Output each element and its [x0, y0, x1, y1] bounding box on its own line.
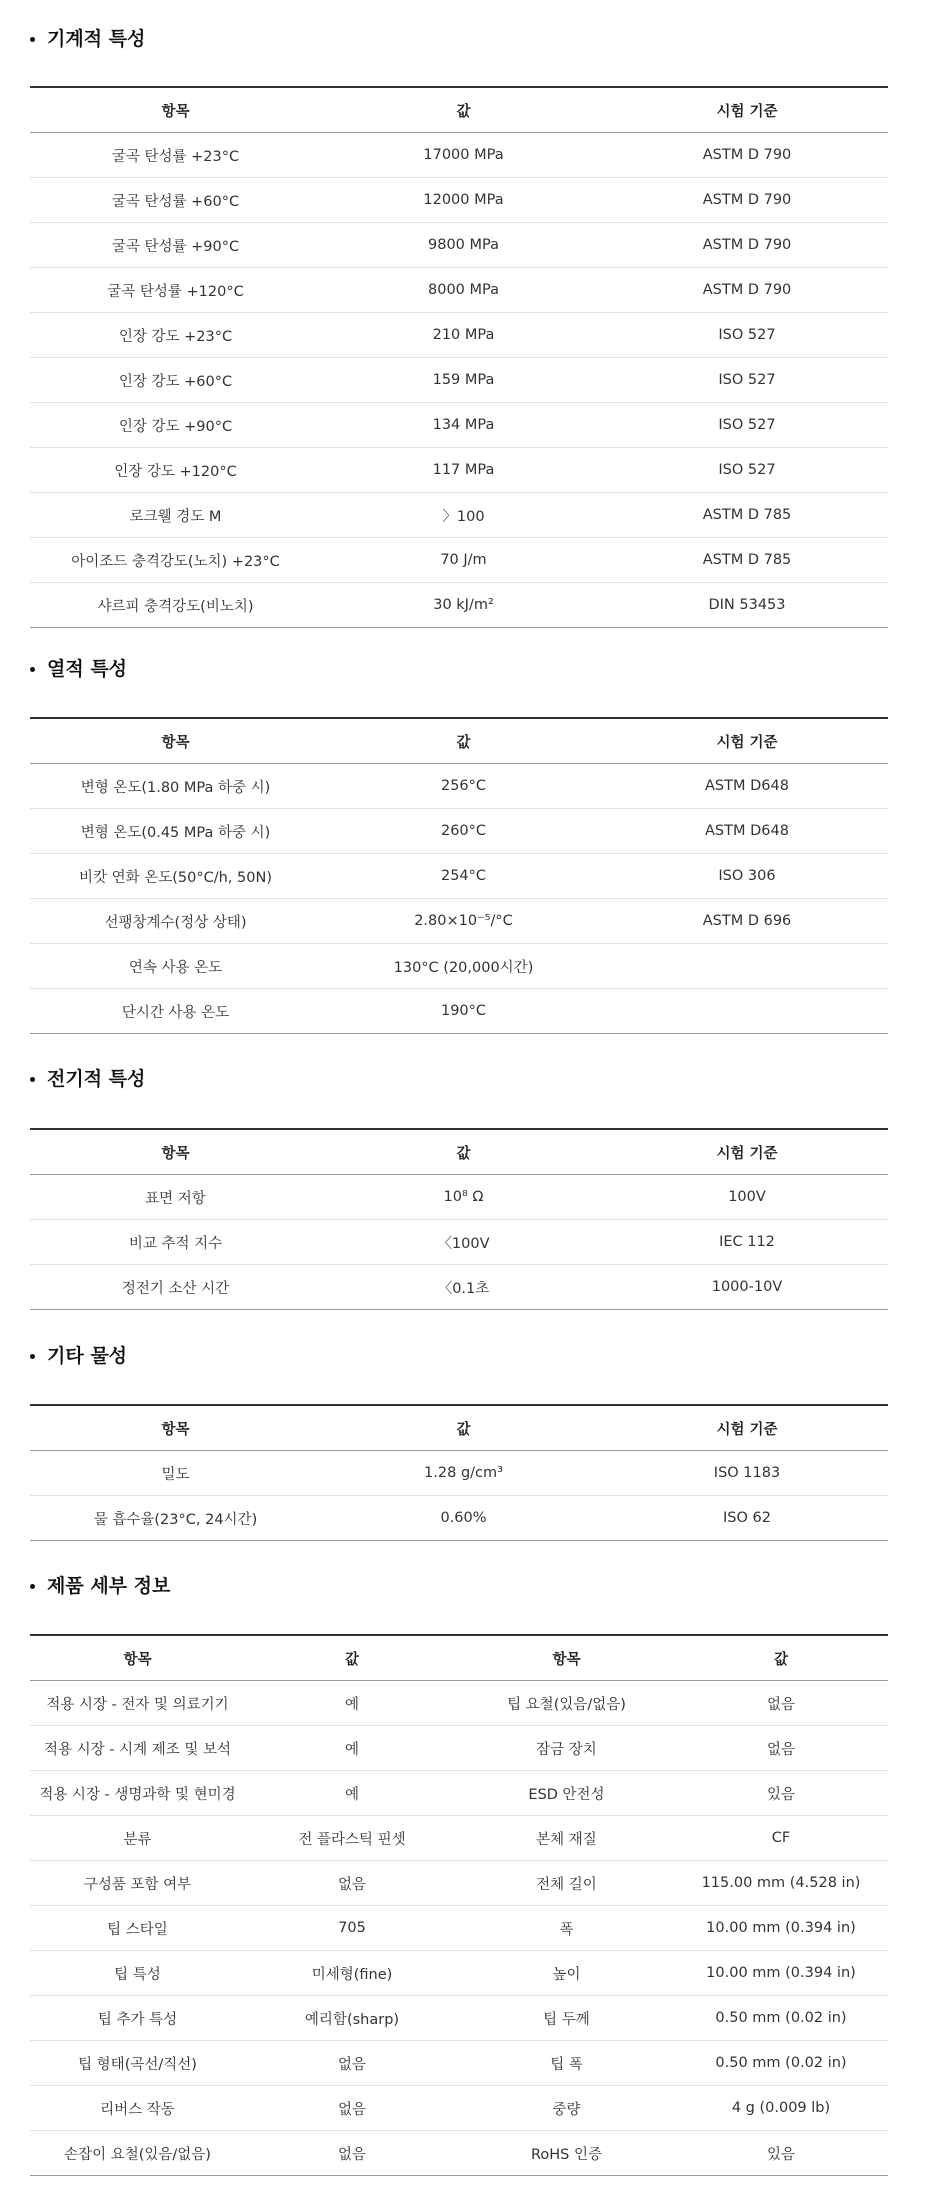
table-cell: 1.28 g/cm³	[321, 1451, 606, 1496]
table-cell: 적용 시장 - 시계 제조 및 보석	[30, 1726, 245, 1771]
bullet-icon	[30, 37, 35, 42]
table-header-row	[30, 1129, 888, 1175]
column-header: 값	[456, 1421, 471, 1438]
table-cell: 밀도	[30, 1451, 321, 1496]
table-cell: ISO 527	[606, 313, 888, 358]
table-cell: ESD 안전성	[459, 1771, 674, 1816]
table-cell: 아이조드 충격강도(노치) +23°C	[30, 538, 321, 583]
table-cell: ASTM D 785	[606, 493, 888, 538]
table-row	[30, 2086, 888, 2131]
table-cell: 팁 형태(곡선/직선)	[30, 2041, 245, 2086]
table-cell: 분류	[30, 1816, 245, 1861]
table-header-row	[30, 1405, 888, 1451]
table-cell: 없음	[674, 1726, 888, 1771]
table-cell: 117 MPa	[321, 448, 606, 493]
table-row	[30, 809, 888, 854]
table-cell: ASTM D 696	[606, 899, 888, 944]
table-cell: 100V	[606, 1175, 888, 1220]
table-cell: 190°C	[321, 989, 606, 1034]
column-header: 항목	[161, 1145, 190, 1162]
table-thermal	[30, 717, 888, 1034]
table-cell: 130°C (20,000시간)	[321, 944, 606, 989]
table-header-row	[30, 718, 888, 764]
table-cell: 10.00 mm (0.394 in)	[674, 1951, 888, 1996]
column-header: 항목	[161, 1421, 190, 1438]
table-cell: 1000-10V	[606, 1265, 888, 1310]
table-cell: 4 g (0.009 lb)	[674, 2086, 888, 2131]
table-cell: 연속 사용 온도	[30, 944, 321, 989]
table-cell: 있음	[674, 1771, 888, 1816]
bullet-icon	[30, 1584, 35, 1589]
table-cell: 변형 온도(1.80 MPa 하중 시)	[30, 764, 321, 809]
table-row	[30, 899, 888, 944]
table-cell: 없음	[245, 1861, 459, 1906]
table-cell: 잠금 장치	[459, 1726, 674, 1771]
table-cell: 적용 시장 - 전자 및 의료기기	[30, 1681, 245, 1726]
table-cell: 159 MPa	[321, 358, 606, 403]
section-title-product	[30, 1569, 170, 1599]
table-cell: RoHS 인증	[459, 2131, 674, 2176]
table-cell: ISO 1183	[606, 1451, 888, 1496]
table-cell: ISO 527	[606, 358, 888, 403]
column-header: 항목	[161, 103, 190, 120]
table-cell: 샤르피 충격강도(비노치)	[30, 583, 321, 628]
table-cell: 인장 강도 +60°C	[30, 358, 321, 403]
table-cell: 폭	[459, 1906, 674, 1951]
table-row	[30, 133, 888, 178]
table-cell: 0.60%	[321, 1496, 606, 1541]
table-cell: 254°C	[321, 854, 606, 899]
table-cell: 210 MPa	[321, 313, 606, 358]
table-row	[30, 1681, 888, 1726]
table-cell: 12000 MPa	[321, 178, 606, 223]
table-cell: 변형 온도(0.45 MPa 하중 시)	[30, 809, 321, 854]
column-header: 값	[456, 734, 471, 751]
table-cell: 있음	[674, 2131, 888, 2176]
table-cell: 134 MPa	[321, 403, 606, 448]
column-header: 항목	[123, 1651, 152, 1668]
table-cell: 115.00 mm (4.528 in)	[674, 1861, 888, 1906]
table-cell: ISO 527	[606, 403, 888, 448]
table-cell: 인장 강도 +90°C	[30, 403, 321, 448]
table-row	[30, 313, 888, 358]
table-row	[30, 178, 888, 223]
table-cell: ISO 306	[606, 854, 888, 899]
table-cell: ASTM D 790	[606, 133, 888, 178]
table-row	[30, 1951, 888, 1996]
table-cell: 팁 요철(있음/없음)	[459, 1681, 674, 1726]
table-cell: 굴곡 탄성률 +90°C	[30, 223, 321, 268]
column-header: 값	[456, 103, 471, 120]
table-electrical	[30, 1128, 888, 1310]
table-cell: 적용 시장 - 생명과학 및 현미경	[30, 1771, 245, 1816]
table-cell: 30 kJ/m²	[321, 583, 606, 628]
table-mechanical	[30, 86, 888, 628]
table-cell: 로크웰 경도 M	[30, 493, 321, 538]
section-title-text: 기계적 특성	[47, 27, 146, 50]
table-header-row	[30, 1635, 888, 1681]
bullet-icon	[30, 1354, 35, 1359]
table-row	[30, 1175, 888, 1220]
table-cell: ASTM D 790	[606, 223, 888, 268]
table-row	[30, 1220, 888, 1265]
table-cell	[606, 989, 888, 1034]
table-cell: 팁 특성	[30, 1951, 245, 1996]
table-cell: ASTM D 790	[606, 178, 888, 223]
table-row	[30, 1861, 888, 1906]
table-row	[30, 448, 888, 493]
table-cell: 없음	[674, 1681, 888, 1726]
table-row	[30, 493, 888, 538]
table-cell: 팁 폭	[459, 2041, 674, 2086]
table-cell: 팁 스타일	[30, 1906, 245, 1951]
table-cell: 미세형(fine)	[245, 1951, 459, 1996]
table-row	[30, 1451, 888, 1496]
table-cell: 굴곡 탄성률 +23°C	[30, 133, 321, 178]
table-row	[30, 403, 888, 448]
table-cell: 〈100V	[321, 1220, 606, 1265]
table-cell: 표면 저항	[30, 1175, 321, 1220]
table-row	[30, 1816, 888, 1861]
table-row	[30, 268, 888, 313]
table-cell: ISO 62	[606, 1496, 888, 1541]
table-cell: 단시간 사용 온도	[30, 989, 321, 1034]
table-cell: 전 플라스틱 핀셋	[245, 1816, 459, 1861]
table-row	[30, 1906, 888, 1951]
table-cell: 인장 강도 +120°C	[30, 448, 321, 493]
table-row	[30, 583, 888, 628]
table-cell: ASTM D 790	[606, 268, 888, 313]
section-title-thermal	[30, 652, 127, 682]
column-header: 시험 기준	[716, 734, 778, 751]
table-cell: 예	[245, 1726, 459, 1771]
section-title-text: 제품 세부 정보	[47, 1574, 171, 1597]
table-cell: ASTM D648	[606, 764, 888, 809]
table-cell: 없음	[245, 2041, 459, 2086]
table-row	[30, 1726, 888, 1771]
column-header: 항목	[552, 1651, 581, 1668]
table-cell: 인장 강도 +23°C	[30, 313, 321, 358]
table-cell: 비캇 연화 온도(50°C/h, 50N)	[30, 854, 321, 899]
table-cell: 비교 추적 지수	[30, 1220, 321, 1265]
section-title-text: 열적 특성	[47, 657, 128, 680]
table-cell: DIN 53453	[606, 583, 888, 628]
table-cell: 없음	[245, 2131, 459, 2176]
section-title-other	[30, 1339, 127, 1369]
section-title-mechanical	[30, 22, 145, 52]
table-row	[30, 538, 888, 583]
table-row	[30, 944, 888, 989]
table-cell: 2.80×10⁻⁵/°C	[321, 899, 606, 944]
table-row	[30, 1265, 888, 1310]
table-row	[30, 223, 888, 268]
table-row	[30, 854, 888, 899]
table-cell: 예리함(sharp)	[245, 1996, 459, 2041]
table-cell: CF	[674, 1816, 888, 1861]
section-title-text: 기타 물성	[47, 1344, 128, 1367]
table-cell: 선팽창계수(정상 상태)	[30, 899, 321, 944]
section-title-text: 전기적 특성	[47, 1067, 146, 1090]
table-cell: 256°C	[321, 764, 606, 809]
table-cell: IEC 112	[606, 1220, 888, 1265]
table-cell: 〈0.1초	[321, 1265, 606, 1310]
bullet-icon	[30, 1077, 35, 1082]
table-cell: 중량	[459, 2086, 674, 2131]
table-cell: 팁 두께	[459, 1996, 674, 2041]
table-row	[30, 1996, 888, 2041]
table-cell: 없음	[245, 2086, 459, 2131]
column-header: 시험 기준	[716, 103, 778, 120]
column-header: 시험 기준	[716, 1421, 778, 1438]
table-cell: 팁 추가 특성	[30, 1996, 245, 2041]
table-product	[30, 1634, 888, 2176]
table-row	[30, 358, 888, 403]
table-row	[30, 2131, 888, 2176]
table-cell: 손잡이 요철(있음/없음)	[30, 2131, 245, 2176]
table-cell: 10⁸ Ω	[321, 1175, 606, 1220]
section-title-electrical	[30, 1062, 145, 1092]
table-cell: 70 J/m	[321, 538, 606, 583]
column-header: 시험 기준	[716, 1145, 778, 1162]
column-header: 값	[456, 1145, 471, 1162]
table-header-row	[30, 87, 888, 133]
column-header: 값	[773, 1651, 788, 1668]
table-row	[30, 1496, 888, 1541]
table-cell: 굴곡 탄성률 +120°C	[30, 268, 321, 313]
column-header: 항목	[161, 734, 190, 751]
table-row	[30, 1771, 888, 1816]
table-cell: 0.50 mm (0.02 in)	[674, 1996, 888, 2041]
table-other	[30, 1404, 888, 1541]
table-cell	[606, 944, 888, 989]
table-cell: ASTM D 785	[606, 538, 888, 583]
table-cell: ASTM D648	[606, 809, 888, 854]
table-cell: 예	[245, 1681, 459, 1726]
table-cell: 정전기 소산 시간	[30, 1265, 321, 1310]
table-cell: 굴곡 탄성률 +60°C	[30, 178, 321, 223]
column-header: 값	[344, 1651, 359, 1668]
table-row	[30, 989, 888, 1034]
table-cell: ISO 527	[606, 448, 888, 493]
table-cell: 리버스 작동	[30, 2086, 245, 2131]
table-cell: 0.50 mm (0.02 in)	[674, 2041, 888, 2086]
table-cell: 8000 MPa	[321, 268, 606, 313]
table-cell: 260°C	[321, 809, 606, 854]
table-cell: 구성품 포함 여부	[30, 1861, 245, 1906]
table-cell: 물 흡수율(23°C, 24시간)	[30, 1496, 321, 1541]
table-cell: 705	[245, 1906, 459, 1951]
table-cell: 10.00 mm (0.394 in)	[674, 1906, 888, 1951]
table-row	[30, 2041, 888, 2086]
table-cell: 17000 MPa	[321, 133, 606, 178]
bullet-icon	[30, 667, 35, 672]
table-cell: 높이	[459, 1951, 674, 1996]
table-cell: 〉100	[321, 493, 606, 538]
table-cell: 예	[245, 1771, 459, 1816]
table-row	[30, 764, 888, 809]
table-cell: 9800 MPa	[321, 223, 606, 268]
table-cell: 본체 재질	[459, 1816, 674, 1861]
table-cell: 전체 길이	[459, 1861, 674, 1906]
